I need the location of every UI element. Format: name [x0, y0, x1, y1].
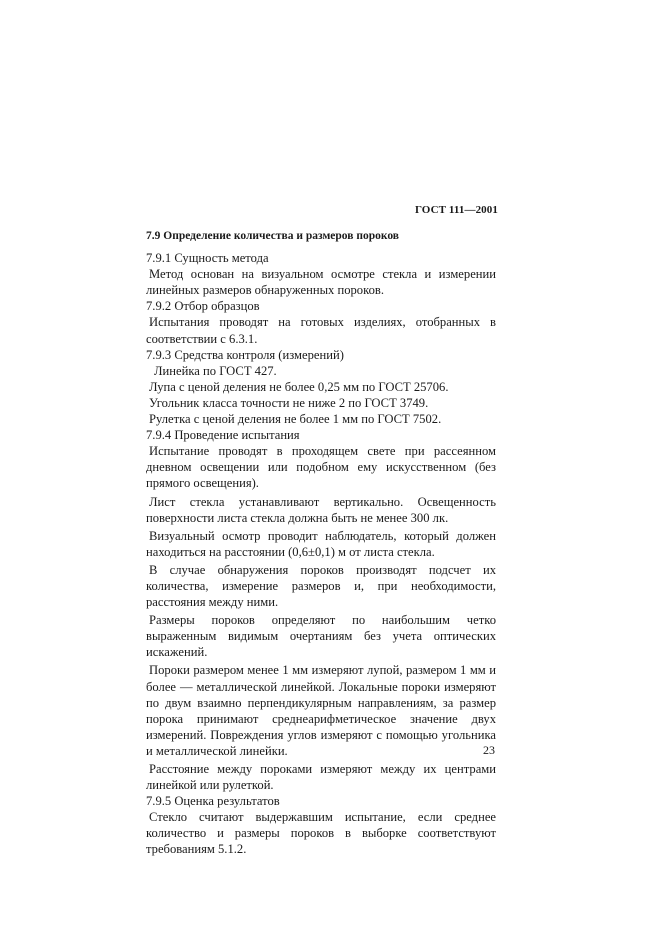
paragraph: Расстояние между пороками измеряют между их центрами линейкой или рулеткой.: [146, 762, 496, 793]
section-items: [146, 250, 496, 857]
paragraph: Угольник класса точности не ниже 2 по ГОСТ 3749.: [149, 395, 429, 410]
paragraph: Лист стекла устанавливают вертикально. Освещенность поверхности листа стекла должна быть не менее 300 лк.: [146, 494, 496, 525]
paragraph: Испытание проводят в проходящем свете при рассеянном дневном освещении или подобном ему искусственном (без прямого освещения).: [146, 444, 496, 491]
paragraph: Визуальный осмотр проводит наблюдатель, который должен находиться на расстоянии (0,6±0,1) м от листа стекла.: [146, 528, 496, 559]
paragraph: Стекло считают выдержавшим испытание, если среднее количество и размеры пороков в выборке соответствуют требованиям 5.1.2.: [146, 810, 496, 857]
section-title: 7.9 Определение количества и размеров пороков: [146, 230, 400, 242]
subsection-heading: 7.9.2 Отбор образцов: [146, 299, 260, 314]
paragraph: Размеры пороков определяют по наибольшим четко выраженным видимым очертаниям без учета оптических искажений.: [146, 613, 496, 660]
page-number: 23: [483, 743, 495, 757]
paragraph: Лупа с ценой деления не более 0,25 мм по ГОСТ 25706.: [149, 379, 449, 394]
subsection-heading: 7.9.1 Сущность метода: [146, 251, 269, 266]
paragraph: Линейка по ГОСТ 427.: [154, 363, 277, 378]
paragraph: Рулетка с ценой деления не более 1 мм по ГОСТ 7502.: [149, 412, 442, 427]
section-body: [146, 228, 496, 858]
paragraph: В случае обнаружения пороков производят подсчет их количества, измерение размеров и, при необходимости, расстояния между ними.: [146, 562, 496, 610]
subsection-heading: 7.9.4 Проведение испытания: [146, 428, 300, 443]
paragraph: Испытания проводят на готовых изделиях, отобранных в соответствии с 6.3.1.: [146, 315, 496, 346]
subsection-heading: 7.9.3 Средства контроля (измерений): [146, 347, 344, 362]
paragraph: Метод основан на визуальном осмотре стекла и измерении линейных размеров обнаруженных пороков.: [146, 267, 496, 298]
subsection-heading: 7.9.5 Оценка результатов: [146, 794, 280, 809]
document-code-header: ГОСТ 111—2001: [414, 204, 498, 216]
paragraph: Пороки размером менее 1 мм измеряют лупой, размером 1 мм и более — металлической линейкой. Локальные пороки измеряют по двум взаимно перпендикулярным направлениям, за размер порока принимают среднеарифметическое значение двух измерений. Повреждения углов измеряют с помощью угольника и металлической линейки.: [146, 663, 496, 758]
